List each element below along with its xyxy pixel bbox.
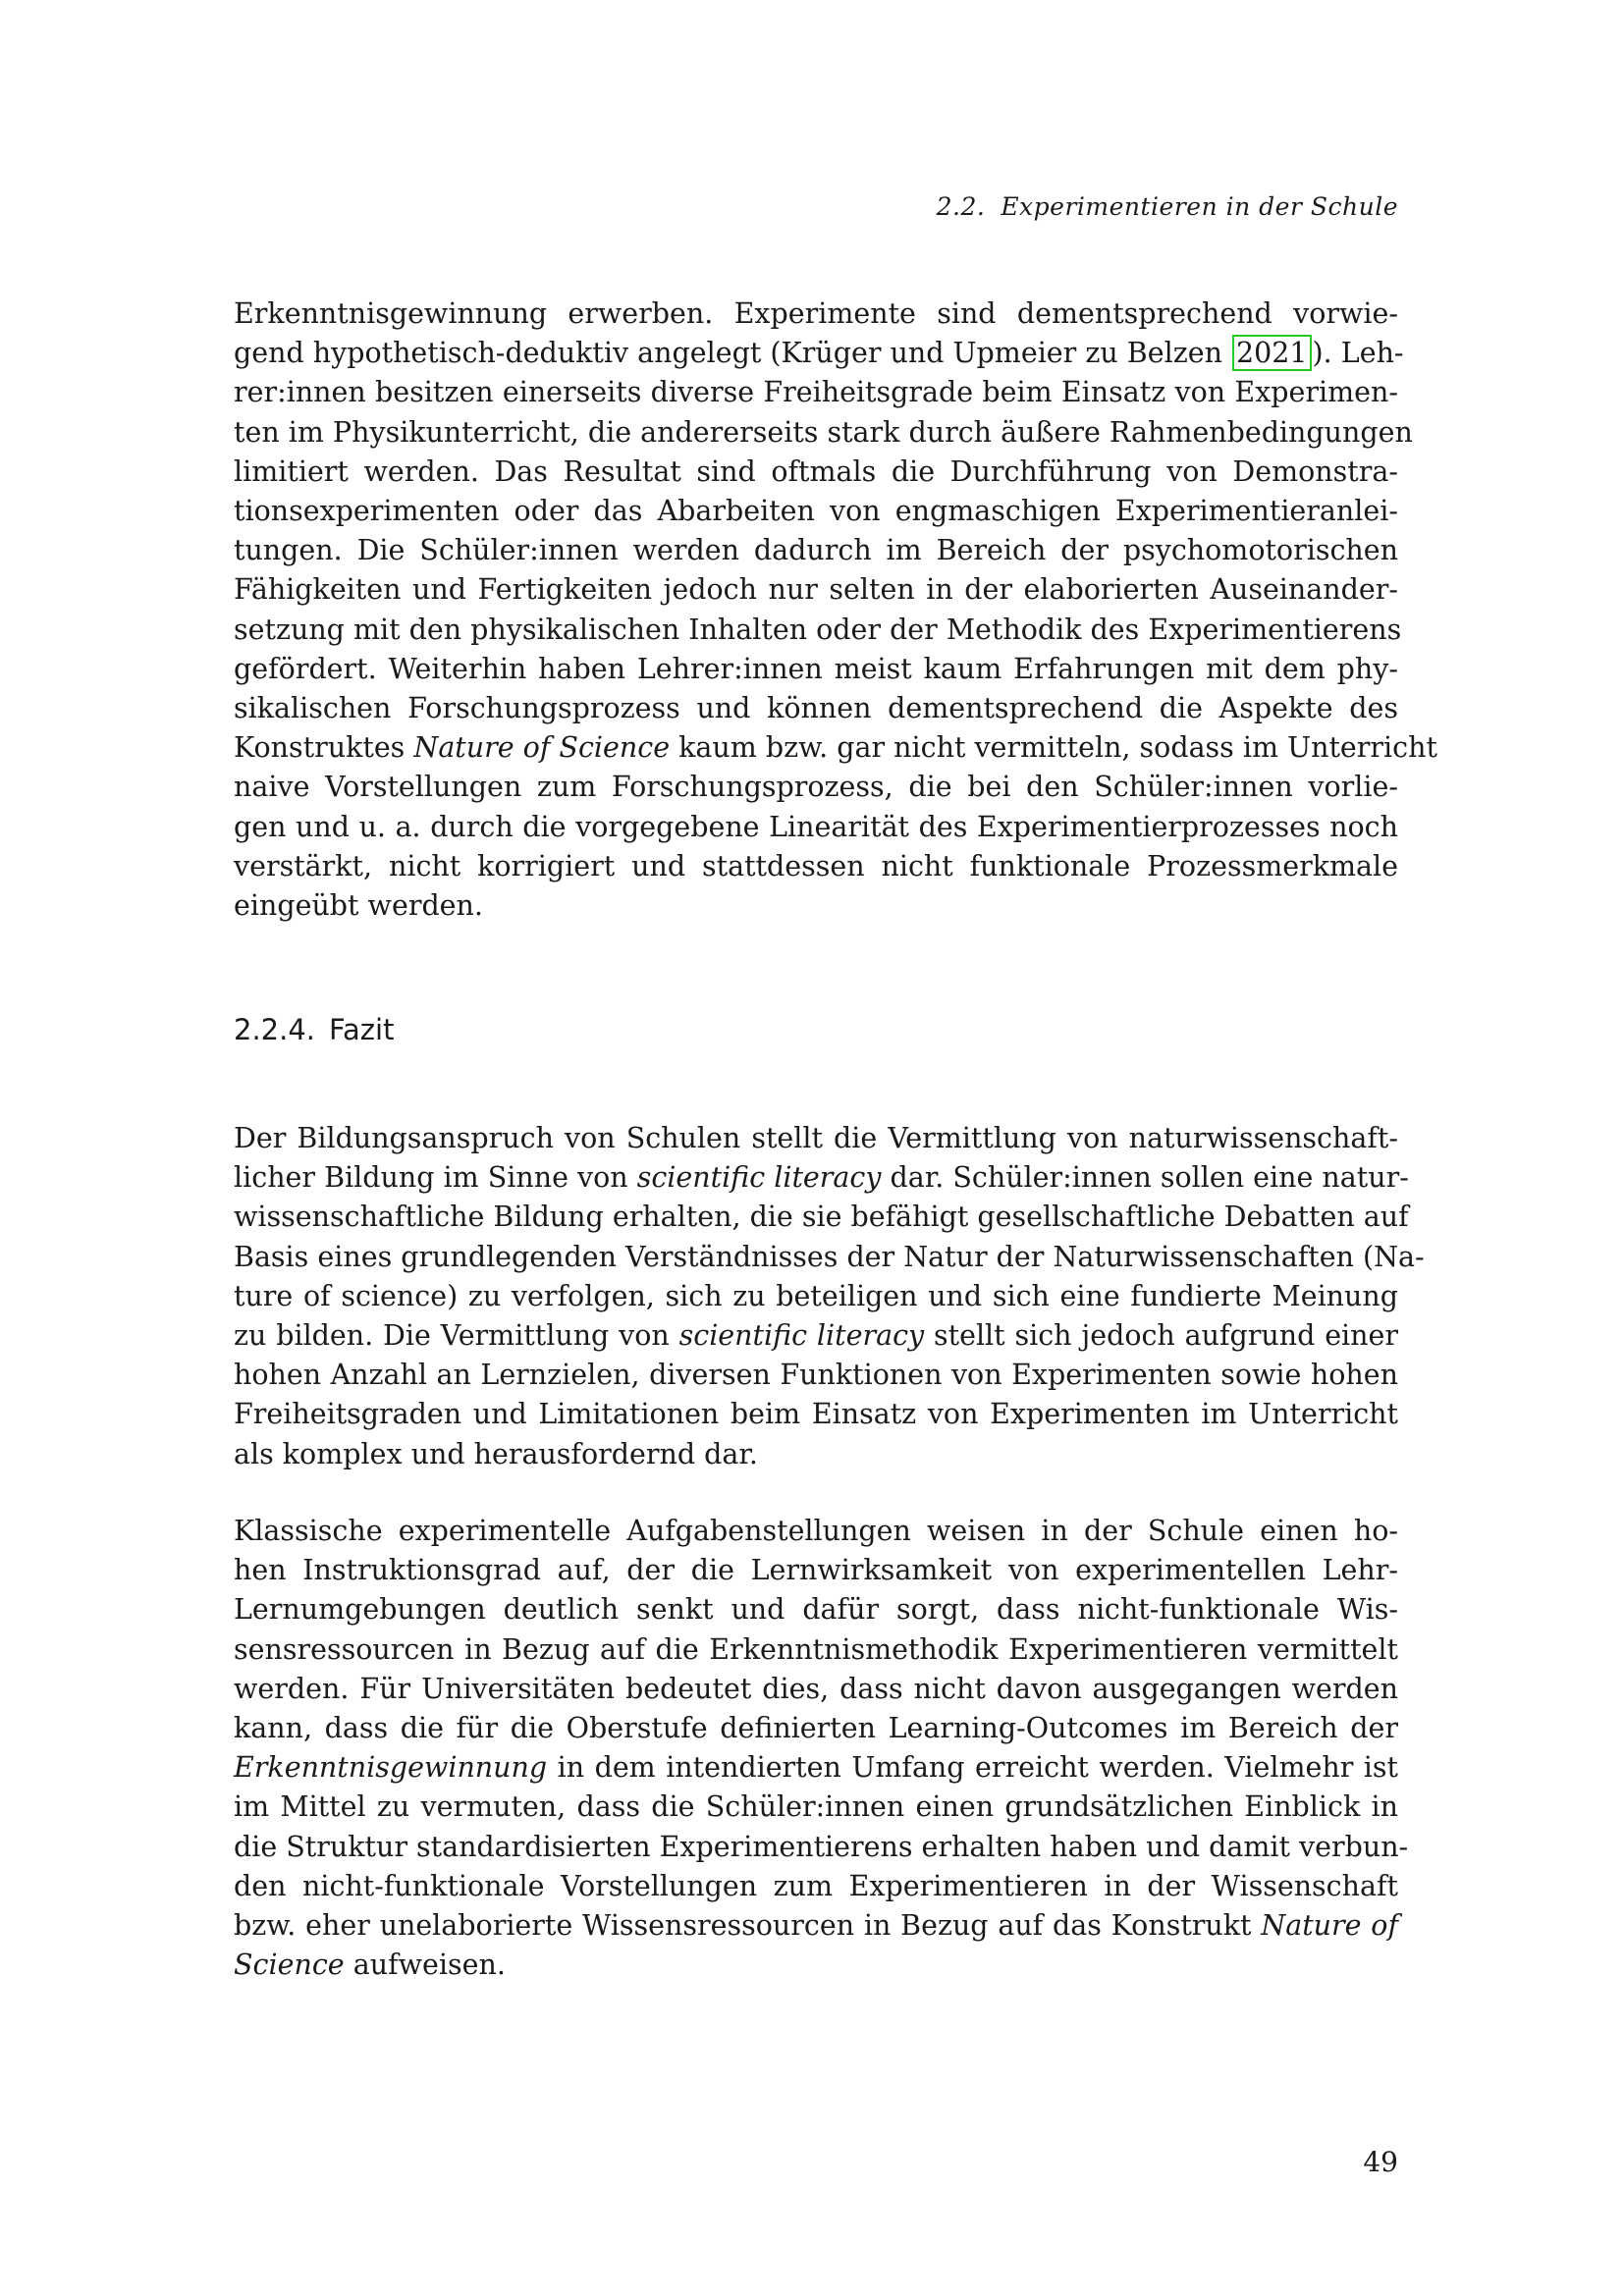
text-line — [234, 1946, 1398, 1985]
text-line — [234, 1158, 1409, 1198]
emphasis-term: scientific literacy — [636, 1161, 882, 1195]
text-line: naive Vorstellungen zum Forschungsprozess, die bei den Schüler:innen vorlie- — [234, 771, 1398, 804]
text-line: gen und u. a. durch die vorgegebene Linearität des Experimentierprozesses noch — [234, 810, 1398, 843]
text-line — [234, 1316, 1398, 1356]
text-line: hen Instruktionsgrad auf, der die Lernwirksamkeit von experimentellen Lehr- — [234, 1554, 1398, 1587]
text-line: Basis eines grundlegenden Verständnisses der Natur der Naturwissenschaften (Na- — [234, 1240, 1425, 1273]
text-line: Klassische experimentelle Aufgabenstellungen weisen in der Schule einen ho- — [234, 1515, 1398, 1547]
text-line: Der Bildungsanspruch von Schulen stellt die Vermittlung von naturwissenschaft- — [234, 1122, 1398, 1154]
text-line — [234, 334, 1404, 373]
text-segment: bzw. eher unelaborierte Wissensressourcen in Bezug auf das Konstrukt — [234, 1909, 1252, 1943]
text-segment: ). Leh- — [1312, 337, 1404, 370]
header-section-number: 2.2. — [936, 192, 986, 221]
text-line: ture of science) zu verfolgen, sich zu beteiligen und sich eine fundierte Meinung — [234, 1279, 1398, 1312]
text-line: hohen Anzahl an Lernzielen, diversen Funktionen von Experimenten sowie hohen — [234, 1359, 1398, 1392]
section-heading — [234, 1013, 394, 1046]
emphasis-term: Nature of — [1261, 1909, 1398, 1943]
page-number: 49 — [1363, 2146, 1398, 2178]
text-segment: aufweisen. — [352, 1949, 506, 1982]
paragraph-fazit-1 — [234, 1119, 1425, 1474]
text-line: Lernumgebungen deutlich senkt und dafür sorgt, dass nicht-funktionale Wis- — [234, 1593, 1398, 1627]
text-line: den nicht-funktionale Vorstellungen zum Experimentieren in der Wissenschaft — [234, 1869, 1398, 1902]
text-line: werden. Für Universitäten bedeutet dies, dass nicht davon ausgegangen werden — [234, 1672, 1398, 1705]
header-section-title: Experimentieren in der Schule — [1001, 192, 1398, 221]
emphasis-term: Nature of Science — [413, 731, 671, 765]
text-line — [234, 1906, 1398, 1946]
text-line: kann, dass die für die Oberstufe definierten Learning-Outcomes im Bereich der — [234, 1712, 1398, 1745]
emphasis-term: Science — [234, 1949, 345, 1982]
text-segment: zu bilden. Die Vermittlung von — [234, 1319, 670, 1353]
running-header — [234, 192, 1398, 221]
text-line: Erkenntnisgewinnung erwerben. Experimente sind dementsprechend vorwie- — [234, 297, 1398, 330]
citation-link[interactable]: 2021 — [1232, 335, 1312, 371]
text-segment: gend hypothetisch-deduktiv angelegt (Krüger und Upmeier zu Belzen — [234, 337, 1222, 370]
text-line: sikalischen Forschungsprozess und können dementsprechend die Aspekte des — [234, 692, 1398, 725]
section-number: 2.2.4. — [234, 1013, 316, 1046]
text-line: Freiheitsgraden und Limitationen beim Einsatz von Experimenten im Unterricht — [234, 1398, 1398, 1431]
text-line: sensressourcen in Bezug auf die Erkenntnismethodik Experimentieren vermittelt — [234, 1632, 1398, 1666]
text-line: rer:innen besitzen einerseits diverse Freiheitsgrade beim Einsatz von Experimen- — [234, 376, 1398, 409]
text-line — [234, 728, 1437, 768]
text-segment: in dem intendierten Umfang erreicht werden. Vielmehr ist — [557, 1751, 1399, 1785]
paragraph-fazit-2 — [234, 1512, 1409, 1985]
text-line: verstärkt, nicht korrigiert und stattdessen nicht funktionale Prozessmerkmale — [234, 849, 1398, 882]
text-segment: Konstruktes — [234, 731, 406, 765]
section-title: Fazit — [329, 1013, 395, 1046]
text-line: im Mittel zu vermuten, dass die Schüler:innen einen grundsätzlichen Einblick in — [234, 1790, 1398, 1824]
text-segment: dar. Schüler:innen sollen eine natur- — [890, 1161, 1409, 1195]
text-line — [234, 1748, 1398, 1788]
text-line: eingeübt werden. — [234, 889, 483, 923]
text-segment: stellt sich jedoch aufgrund einer — [934, 1319, 1399, 1353]
text-segment: licher Bildung im Sinne von — [234, 1161, 628, 1195]
text-line: wissenschaftliche Bildung erhalten, die sie befähigt gesellschaftliche Debatten auf — [234, 1201, 1409, 1234]
paragraph-intro — [234, 294, 1437, 926]
text-line: die Struktur standardisierten Experimentierens erhalten haben und damit verbun- — [234, 1830, 1409, 1863]
text-line: als komplex und herausfordernd dar. — [234, 1437, 758, 1470]
text-line: limitiert werden. Das Resultat sind oftmals die Durchführung von Demonstra- — [234, 454, 1398, 488]
text-segment: kaum bzw. gar nicht vermitteln, sodass im Unterricht — [678, 731, 1437, 765]
text-line: ten im Physikunterricht, die andererseits stark durch äußere Rahmenbedingungen — [234, 415, 1413, 449]
text-line: setzung mit den physikalischen Inhalten oder der Methodik des Experimentierens — [234, 613, 1402, 646]
text-line: tungen. Die Schüler:innen werden dadurch im Bereich der psychomotorischen — [234, 534, 1398, 567]
emphasis-term: Erkenntnisgewinnung — [234, 1751, 548, 1785]
emphasis-term: scientific literacy — [678, 1319, 925, 1353]
text-line: tionsexperimenten oder das Abarbeiten von engmaschigen Experimentieranlei- — [234, 495, 1398, 528]
text-line: Fähigkeiten und Fertigkeiten jedoch nur selten in der elaborierten Auseinander- — [234, 573, 1398, 607]
text-line: gefördert. Weiterhin haben Lehrer:innen meist kaum Erfahrungen mit dem phy- — [234, 652, 1398, 685]
